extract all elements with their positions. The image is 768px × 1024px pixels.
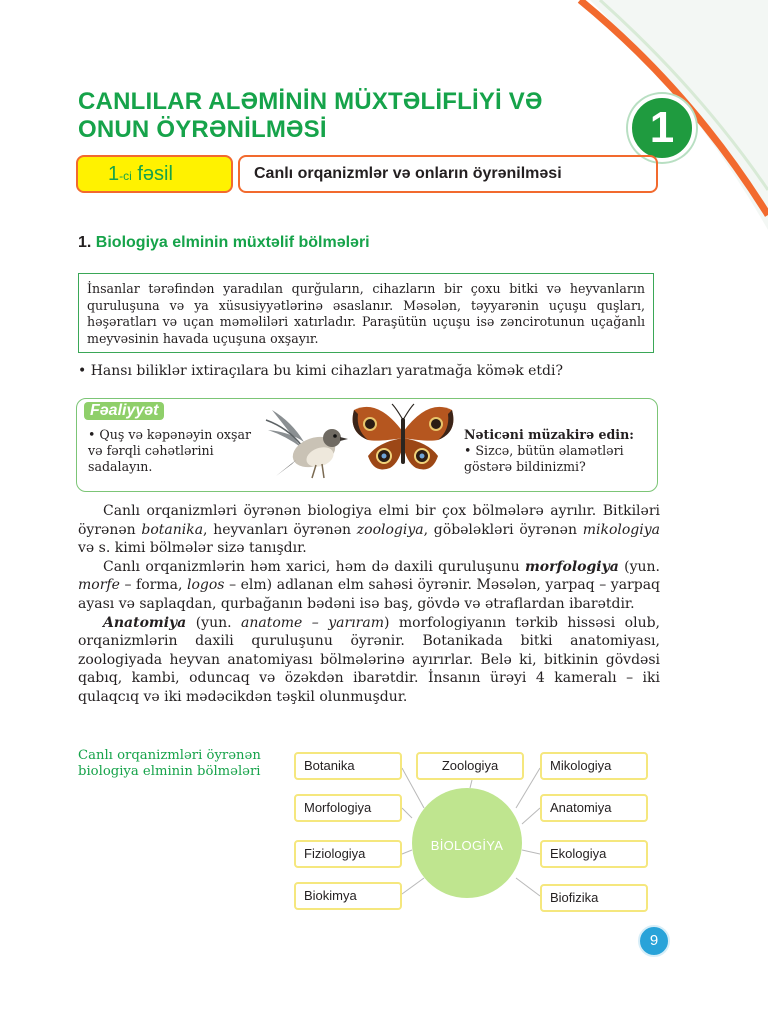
- butterfly-illustration: [348, 402, 458, 478]
- bird-illustration: [262, 402, 350, 484]
- diagram-node-morfologiya: Morfologiya: [294, 794, 402, 822]
- section-tag-number: 1: [108, 163, 120, 185]
- body-paragraph-2: [78, 558, 660, 614]
- page-number: 9: [638, 925, 670, 957]
- diagram-node-biofizika: Biofizika: [540, 884, 648, 912]
- diagram-node-botanika: Botanika: [294, 752, 402, 780]
- diagram-node-biokimya: Biokimya: [294, 882, 402, 910]
- section-heading: Canlı orqanizmlər və onların öyrənilməsi: [238, 155, 658, 193]
- term-anatome: anatome – yarıram: [241, 614, 384, 631]
- chapter-title-line2: ONUN ÖYRƏNİLMƏSİ: [78, 116, 327, 143]
- text-run: ) morfologiyanın tərkib hissəsi olub, orqanizmlərin daxili quruluşunu öyrənir. Botanikada bitki anatomiyası, zoologiyada heyvan anatomiyası bölmələrinə ayırırlar. Belə ki, bitkinin gövdəsi qabıq, kambi, oduncaq və özəkdən ibarətdir. İnsanın ürəyi 4 kameralı – iki qulaqcıq və iki mədəcikdən təşkil olunmuşdur.: [78, 614, 660, 705]
- diagram-center-biologiya: BİOLOGİYA: [412, 788, 522, 898]
- body-paragraph-3: [78, 614, 660, 707]
- section-tag-word: fəsil: [137, 163, 173, 185]
- term-logos: logos: [187, 577, 225, 594]
- intro-box: İnsanlar tərəfindən yaradılan qurğuların, cihazların bir çoxu bitki və heyvanların quruluşuna və ya xüsusiyyətlərinə əsaslanır. Məsələn, təyyarənin uçuşu quşları, həşəratları və uçan məməliləri xatırladır. Paraşütün uçuşu isə zəncirotunun uçağanlı meyvəsinin havada uçuşuna oxşayır.: [78, 273, 654, 353]
- section-tag: [76, 155, 233, 193]
- lesson-number: 1.: [78, 234, 92, 251]
- activity-label: Fəaliyyət: [84, 402, 164, 420]
- chapter-title: [78, 88, 598, 144]
- lesson-title-text: Biologiya elminin müxtəlif bölmələri: [95, 234, 370, 251]
- text-run: – elm) adlanan elm sahəsi öyrənir. Məsələn, yarpaq – yarpaq ayası və saplaqdan, qurbağanın bədəni isə baş, gövdə və ətraflardan ibarətdir.: [78, 577, 661, 612]
- text-run: (yun.: [618, 558, 660, 575]
- discuss-title: Nəticəni müzakirə edin:: [464, 427, 634, 442]
- diagram-node-fiziologiya: Fiziologiya: [294, 840, 402, 868]
- diagram-node-ekologiya: Ekologiya: [540, 840, 648, 868]
- term-mikologiya: mikologiya: [582, 521, 660, 538]
- chapter-number-badge: 1: [628, 94, 696, 162]
- text-run: , göbələkləri öyrənən: [423, 521, 583, 538]
- text-run: Canlı orqanizmlərin həm xarici, həm də daxili quruluşunu: [103, 558, 525, 575]
- activity-text: • Quş və kəpənəyin oxşar və fərqli cəhətlərini sadalayın.: [88, 427, 251, 474]
- chapter-title-line1: CANLILAR ALƏMİNİN MÜXTƏLİFLİYİ VƏ: [78, 88, 543, 115]
- diagram-caption: Canlı orqanizmləri öyrənən biologiya elminin bölmələri: [78, 748, 261, 779]
- text-run: , heyvanları öyrənən: [203, 521, 357, 538]
- body-text: [78, 502, 660, 707]
- text-run: və s. kimi bölmələr sizə tanışdır.: [78, 540, 307, 557]
- diagram-node-mikologiya: Mikologiya: [540, 752, 648, 780]
- diagram-node-zoologiya: Zoologiya: [416, 752, 524, 780]
- discuss-text: • Sizcə, bütün əlamətləri göstərə bildinizmi?: [464, 443, 624, 474]
- question-text: • Hansı biliklər ixtiraçılara bu kimi cihazları yaratmağa kömək etdi?: [78, 363, 563, 379]
- term-morfe: morfe: [78, 577, 120, 594]
- lesson-title: [78, 234, 370, 252]
- term-zoologiya: zoologiya: [356, 521, 424, 538]
- text-run: (yun.: [186, 614, 242, 631]
- term-anatomiya: Anatomiya: [103, 614, 187, 631]
- term-morfologiya: morfologiya: [524, 558, 619, 575]
- diagram-node-anatomiya: Anatomiya: [540, 794, 648, 822]
- term-botanika: botanika: [141, 521, 204, 538]
- section-tag-suffix: -ci: [119, 169, 132, 183]
- text-run: – forma,: [119, 577, 187, 594]
- body-paragraph-1: [78, 502, 660, 558]
- text-run: Canlı orqanizmləri öyrənən biologiya elmi bir çox bölmələrə ayrılır. Bitkiləri öyrənən: [78, 503, 660, 538]
